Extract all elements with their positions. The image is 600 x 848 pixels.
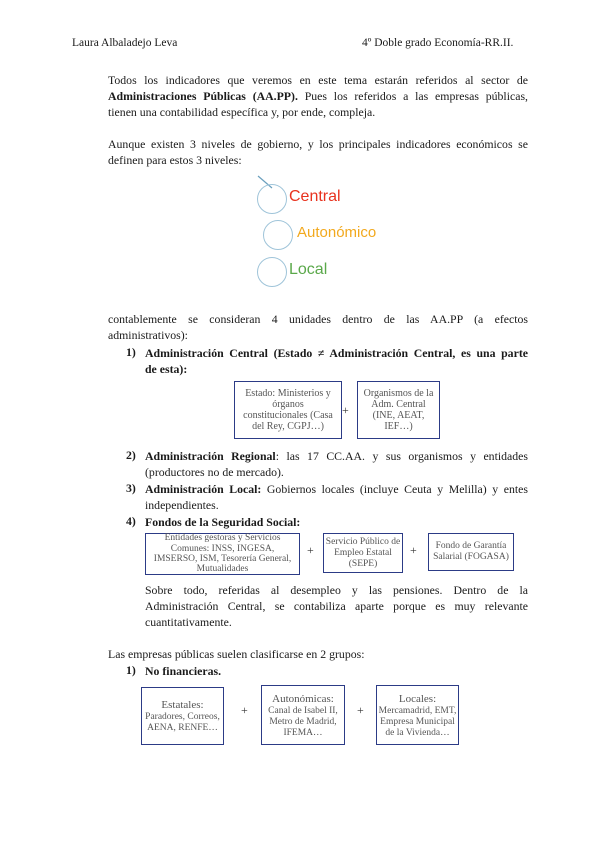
box-entidades-gestoras bbox=[145, 533, 300, 575]
box-estado-line: Estado: Ministerios y bbox=[245, 388, 331, 399]
box-estado-line: constitucionales (Casa bbox=[243, 410, 333, 421]
box-estatales-line: AENA, RENFE… bbox=[147, 723, 218, 733]
header-author: Laura Albaladejo Leva bbox=[72, 37, 178, 49]
unit-4-number: 4) bbox=[126, 514, 136, 528]
level-autonomico-label: Autonómico bbox=[297, 224, 377, 241]
plus-sign: + bbox=[241, 703, 248, 717]
circle-autonomico bbox=[263, 220, 293, 250]
government-levels-diagram bbox=[250, 172, 390, 292]
box-estatales bbox=[141, 687, 224, 745]
box-estado-line: del Rey, CGPJ…) bbox=[252, 421, 324, 432]
box-sepe bbox=[323, 533, 403, 573]
box-organismos-line: Organismos de la bbox=[363, 388, 434, 399]
intro-line-3: tienen una contabilidad específica y, por ende, compleja. bbox=[108, 105, 376, 119]
unit-2-number: 2) bbox=[126, 448, 136, 462]
box-locales-line: Mercamadrid, EMT, bbox=[378, 705, 457, 716]
ss-line-1: Sobre todo, referidas al desempleo y las pensiones. Dentro de la bbox=[145, 583, 528, 597]
box-estatales-title: Estatales: bbox=[161, 699, 204, 711]
intro-paragraph bbox=[108, 72, 528, 120]
box-sepe-line: Servicio Público de bbox=[325, 536, 401, 547]
box-fogasa-line: Salarial (FOGASA) bbox=[433, 552, 509, 562]
unit-1-number: 1) bbox=[126, 345, 136, 359]
level-central-label: Central bbox=[289, 188, 341, 205]
box-entidades-line: Comunes: INSS, INGESA, bbox=[170, 543, 275, 554]
box-autonomicas-line: IFEMA… bbox=[283, 727, 323, 738]
box-locales-line: de la Vivienda… bbox=[385, 727, 450, 738]
aapp-term: Administraciones Públicas (AA.PP). bbox=[108, 89, 298, 103]
unit-3-rest: Gobiernos locales (incluye Ceuta y Melilla) y entes bbox=[261, 482, 528, 496]
units-line-1: contablemente se consideran 4 unidades dentro de las AA.PP (a efectos bbox=[108, 312, 528, 326]
box-locales bbox=[376, 685, 459, 745]
unit-2-text bbox=[145, 448, 528, 480]
unit-1-title-line-1: Administración Central (Estado ≠ Administración Central, es una parte bbox=[145, 346, 528, 360]
box-estado bbox=[234, 381, 342, 439]
unit-2-rest: : las 17 CC.AA. y sus organismos y entidades bbox=[275, 449, 528, 463]
box-fogasa-line: Fondo de Garantía bbox=[435, 541, 507, 551]
unit-2-rest-2: (productores no de mercado). bbox=[145, 465, 284, 479]
companies-1-title bbox=[145, 663, 221, 679]
box-sepe-line: (SEPE) bbox=[348, 558, 378, 569]
box-entidades-line: Entidades gestoras y Servicios bbox=[164, 533, 281, 544]
box-autonomicas bbox=[261, 685, 345, 745]
unit-3-text bbox=[145, 481, 528, 513]
unit-4-title bbox=[145, 514, 528, 530]
levels-line-2: definen para estos 3 niveles: bbox=[108, 153, 242, 167]
intro-line-1: Todos los indicadores que veremos en este tema estarán referidos al sector de bbox=[108, 73, 528, 87]
circle-central bbox=[257, 184, 287, 214]
levels-paragraph bbox=[108, 136, 528, 168]
box-locales-title: Locales: bbox=[398, 692, 437, 705]
unit-1-title-line-2: de esta): bbox=[145, 362, 188, 376]
level-local-label: Local bbox=[289, 261, 328, 278]
unit-4-title-text: Fondos de la Seguridad Social: bbox=[145, 515, 301, 529]
box-organismos-line: Adm. Central bbox=[371, 399, 426, 410]
levels-line-1: Aunque existen 3 niveles de gobierno, y los principales indicadores económicos se bbox=[108, 137, 528, 151]
unit-3-rest-2: independientes. bbox=[145, 498, 219, 512]
plus-sign: + bbox=[410, 543, 417, 557]
ss-paragraph bbox=[145, 582, 528, 630]
box-organismos-line: (INE, AEAT, bbox=[372, 410, 425, 421]
companies-1-title-text: No financieras. bbox=[145, 664, 222, 678]
header-course: 4º Doble grado Economía-RR.II. bbox=[362, 37, 514, 49]
units-paragraph bbox=[108, 311, 528, 343]
ss-line-3: cuantitativamente. bbox=[145, 615, 232, 629]
unit-1-title bbox=[145, 345, 528, 377]
companies-intro: Las empresas públicas suelen clasificarse en 2 grupos: bbox=[108, 647, 365, 661]
box-fogasa bbox=[428, 533, 514, 571]
companies-1-number: 1) bbox=[126, 663, 136, 677]
unit-3-number: 3) bbox=[126, 481, 136, 495]
box-locales-line: Empresa Municipal bbox=[380, 716, 455, 727]
box-entidades-line: IMSERSO, ISM, Tesorería General, bbox=[153, 554, 292, 564]
intro-line-2 bbox=[108, 88, 528, 104]
box-autonomicas-line: Metro de Madrid, bbox=[269, 716, 337, 727]
box-estado-line: órganos bbox=[272, 399, 304, 410]
box-organismos bbox=[357, 381, 440, 439]
intro-line-2-rest: Pues los referidos a las empresas públicas, bbox=[297, 89, 528, 103]
ss-line-2: Administración Central, se contabiliza aparte porque es muy relevante bbox=[145, 599, 528, 613]
plus-sign: + bbox=[342, 403, 349, 417]
plus-sign: + bbox=[357, 703, 364, 717]
circle-local bbox=[257, 257, 287, 287]
unit-3-title: Administración Local: bbox=[145, 482, 262, 496]
box-autonomicas-title: Autonómicas: bbox=[272, 692, 334, 705]
box-estatales-line: Paradores, Correos, bbox=[145, 712, 220, 722]
units-line-2: administrativos): bbox=[108, 328, 188, 342]
plus-sign: + bbox=[307, 543, 314, 557]
box-autonomicas-line: Canal de Isabel II, bbox=[268, 705, 338, 716]
unit-2-title: Administración Regional bbox=[145, 449, 276, 463]
box-organismos-line: IEF…) bbox=[384, 421, 413, 432]
box-sepe-line: Empleo Estatal bbox=[334, 547, 392, 558]
box-entidades-line: Mutualidades bbox=[196, 564, 249, 575]
